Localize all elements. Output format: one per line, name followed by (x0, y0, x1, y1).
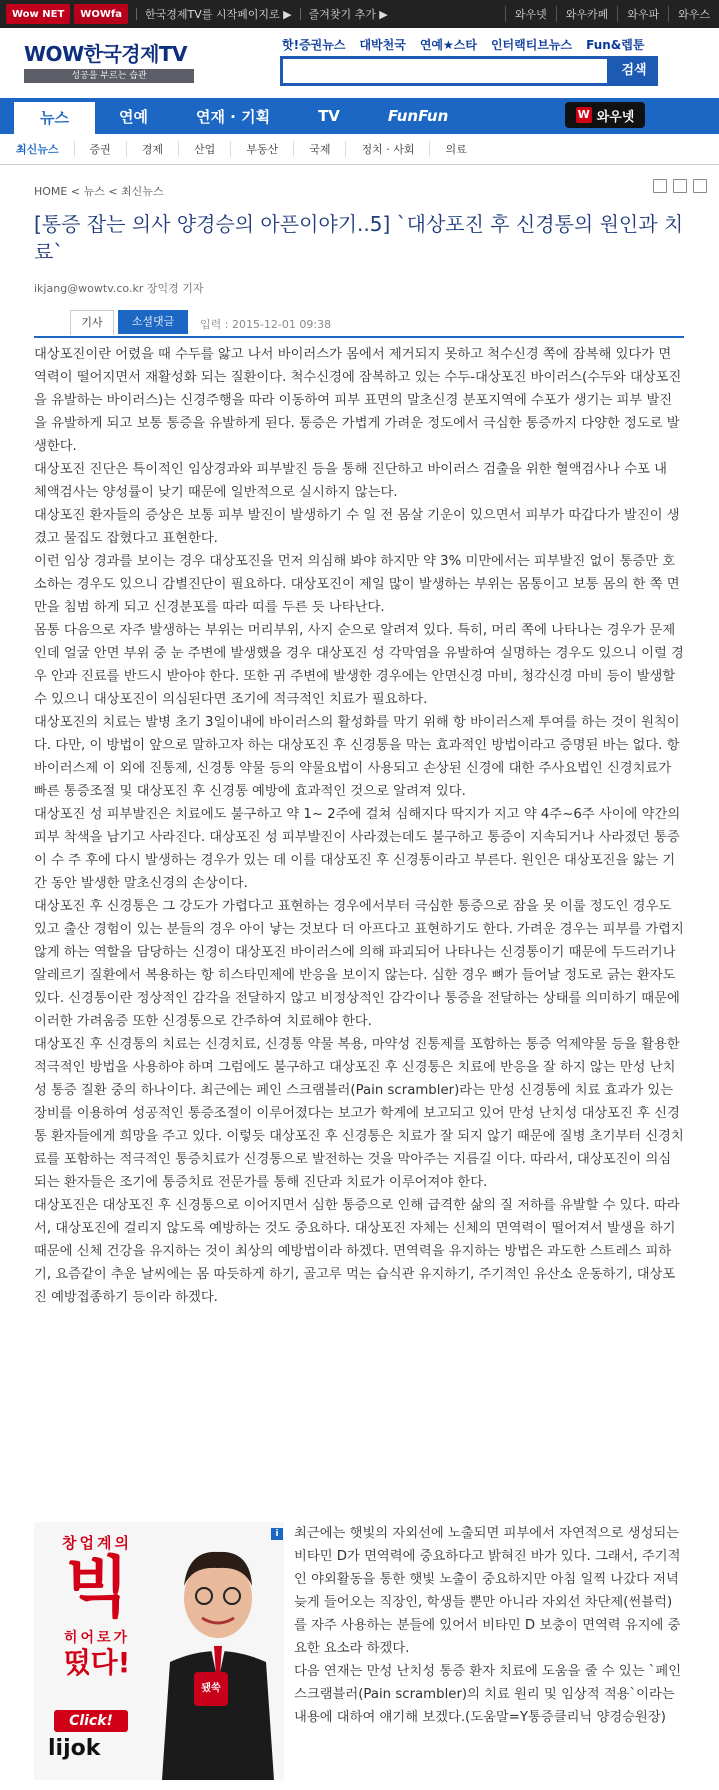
quick-link[interactable]: Fun&렙툰 (586, 38, 645, 52)
family-site-link[interactable]: 와우넷 (505, 6, 556, 22)
ad-line: 히어로가 (63, 1630, 131, 1646)
subnav-item[interactable]: 의료 (429, 141, 481, 157)
article-paragraph: 대상포진이란 어렸을 때 수두를 앓고 나서 바이러스가 몸에서 제거되지 못하고 척수신경 쪽에 잠복해 있다가 면역력이 떨어지면서 재활성화 되는 질환이다. 척수신경에 잠복하고 있는 수두-대상포진 바이러스(수두와 대상포진을 유발하는 바이러스)는 신경주행을 따라 이동하여 피부 표면의 말초신경 분포지역에 수포가 생기는 피부 발진을 유발하게 되고 보통 통증을 유발하게 된다. 통증은 가볍게 가려운 정도에서 극심한 통증까지 다양한 정도로 발생한다. (34, 347, 682, 454)
divider (300, 8, 301, 20)
ad-person-image (152, 1532, 284, 1780)
quick-link[interactable]: 핫!증권뉴스 (282, 38, 346, 52)
nav-series[interactable]: 연재 · 기획 (195, 107, 271, 126)
main-nav (0, 98, 719, 134)
subnav-item[interactable]: 부동산 (230, 141, 293, 157)
ad-line: 빅 (65, 1549, 129, 1626)
family-site-link[interactable]: 와우스 (668, 6, 719, 22)
breadcrumb[interactable]: HOME < 뉴스 < 최신뉴스 (34, 185, 164, 198)
wowfa-logo[interactable]: WOWfa (74, 4, 128, 24)
subnav-item[interactable]: 경제 (126, 141, 178, 157)
article-paragraph: 이런 임상 경과를 보이는 경우 대상포진을 먼저 의심해 봐야 하지만 약 3% 미만에서는 피부발진 없이 통증만 호소하는 경우도 있으니 감별진단이 필요하다. 대상포진이 제일 많이 발생하는 부위는 몸통이고 보통 몸의 한 쪽 면만을 침범 하게 되고 신경분포를 따라 띠를 두른 듯 나타난다. (34, 554, 680, 615)
wownet-logo[interactable]: Wow NET (6, 4, 70, 24)
publish-date: 입력 : 2015-12-01 09:38 (200, 318, 332, 331)
ad-badge: 됐쑥 (194, 1672, 228, 1706)
article-paragraph: 대상포진 진단은 특이적인 임상경과와 피부발진 등을 통해 진단하고 바이러스 검출을 위한 혈액검사나 수포 내 체액검사는 양성률이 낮기 때문에 일반적으로 실시하지 않는다. (34, 462, 667, 500)
family-site-link[interactable]: 와우카페 (556, 6, 618, 22)
article-paragraph: 대상포진 후 신경통은 그 강도가 가렵다고 표현하는 경우에서부터 극심한 통증으로 잠을 못 이룰 정도인 경우도 있고 출산 경험이 있는 분들의 경우 아이 낳는 것보다 더 아프다고 표현하기도 한다. 가려운 경우는 피부를 가렵지 않게 하는 역할을 담당하는 신경이 대상포진 바이러스에 의해 파괴되어 나타나는 신경통이기 때문에 두드러기나 알레르기 질환에서 복용하는 항 히스타민제에 반응을 보이지 않는다. 심한 경우 뼈가 들어날 정도로 긁는 환자도 있다. 신경통이란 정상적인 감각을 전달하지 않고 비정상적인 감각이나 통증을 전달하는 상태를 의미하기 때문에 이러한 가려움증 또한 신경통으로 간주하여 치료해야 한다. (34, 899, 684, 1029)
article-paragraph: 대상포진 환자들의 증상은 보통 피부 발진이 발생하기 수 일 전 몸살 기운이 있으면서 피부가 따갑다가 발진이 생겼고 물집도 잡혔다고 표현한다. (34, 508, 680, 546)
site-logo[interactable] (24, 38, 194, 80)
brand-slogan: 성공을 부르는 습관 (24, 69, 194, 83)
quick-link[interactable]: 인터랙티브뉴스 (490, 38, 573, 52)
tab-article[interactable]: 기사 (70, 310, 114, 335)
search-button[interactable]: 검색 (610, 56, 658, 86)
ad-brand-logo: lijok (48, 1736, 101, 1761)
article-paragraph: 대상포진은 대상포진 후 신경통으로 이어지면서 심한 통증으로 인해 급격한 삶의 질 저하를 유발할 수 있다. 따라서, 대상포진에 걸리지 않도록 예방하는 것도 중요하다. 대상포진 자체는 신체의 면역력이 떨어져서 발생을 하기 때문에 신체 건강을 유지하는 것이 최상의 예방법이라 하겠다. 면역력을 유지하는 방법은 과도한 스트레스 피하기, 요즘같이 추운 날씨에는 몸 따듯하게 하기, 골고루 먹는 습식관 유지하기, 주기적인 유산소 운동하기, 대상포진 예방접종하기 등이라 하겠다. (34, 1198, 680, 1305)
sub-nav (0, 134, 719, 165)
subnav-latest[interactable]: 최신뉴스 (16, 143, 59, 156)
print-icon[interactable] (653, 179, 667, 193)
article-continuation (294, 1522, 684, 1729)
search-input[interactable] (280, 56, 610, 86)
set-homepage-link[interactable]: 한국경제TV를 시작페이지로 ▶ (144, 8, 292, 21)
ad-banner[interactable] (34, 1522, 284, 1780)
subnav-item[interactable]: 국제 (293, 141, 345, 157)
email-icon[interactable] (673, 179, 687, 193)
article-body (34, 343, 684, 1309)
article-paragraph: 최근에는 햇빛의 자외선에 노출되면 피부에서 자연적으로 생성되는 비타민 D가 면역력에 중요하다고 밝혀진 바가 있다. 그래서, 주기적인 야외활동을 통한 햇빛 노출이 중요하지만 아침 일찍 나갔다 저녁 늦게 들어오는 직장인, 학생들 뿐만 아니라 자외선 차단제(썬블럭)를 자주 사용하는 분들에 있어서 비타민 D 보충이 면역력 유지에 중요한 요소라 하겠다. (294, 1526, 681, 1656)
ad-info-icon[interactable]: i (271, 1528, 283, 1540)
breadcrumb-bar (0, 165, 719, 205)
article-paragraph: 대상포진의 치료는 발병 초기 3일이내에 바이러스의 활성화를 막기 위해 항 바이러스제 투여를 하는 것이 원칙이다. 다만, 이 방법이 앞으로 말하고자 하는 대상포진 후 신경통을 막는 효과적인 방법이라고 증명된 바는 없다. 항 바이러스제 이 외에 진통제, 신경통 약물 등의 약물요법이 사용되고 손상된 신경에 대한 주사요법인 신경치료가 빠른 통증조절 및 대상포진 후 신경통 예방에 효과적인 것으로 알려져 있다. (34, 715, 680, 799)
article-paragraph: 대상포진 후 신경통의 치료는 신경치료, 신경통 약물 복용, 마약성 진통제를 포함하는 통증 억제약물 등을 활용한 적극적인 방법을 사용하야 하며 그럼에도 불구하고 대상포진 후 신경통은 치료에 반응을 잘 하지 않는 만성 난치성 통증 질환 중의 하나이다. 최근에는 페인 스크램블러(Pain scrambler)라는 만성 신경통에 치료 효과가 있는 장비를 이용하여 성공적인 통증조절이 이루어졌다는 보고가 학계에 보고되고 있어 만성 난치성 대상포진 후 신경통 환자들에게 희망을 주고 있다. 이렇듯 대상포진 후 신경통은 치료가 잘 되지 않기 때문에 질병 초기부터 신경치료를 포함하는 적극적인 통증치료가 신경통으로 발전하는 것을 막아주는 지름길 이다. 따라서, 대상포진이 의심되는 환자들은 조기에 통증치료 전문가를 통해 진단과 치료가 이루어져야 한다. (34, 1037, 684, 1190)
subnav-item[interactable]: 증권 (74, 141, 126, 157)
article-tools (653, 179, 707, 193)
subnav-item[interactable]: 정치 · 사회 (345, 141, 429, 157)
nav-news[interactable]: 뉴스 (14, 98, 95, 134)
ad-line: 창업계의 (62, 1534, 132, 1552)
article-headline: [통증 잡는 의사 양경승의 아픈이야기..5] `대상포진 후 신경통의 원인과 치료` (34, 212, 684, 264)
wownet-label: 와우넷 (596, 109, 635, 125)
article-paragraph: 몸통 다음으로 자주 발생하는 부위는 머리부위, 사지 순으로 알려져 있다. 특히, 머리 쪽에 나타나는 경우가 문제 인데 얼굴 안면 부위 중 눈 주변에 발생했을 경우 대상포진 성 각막염을 유발하여 실명하는 경우도 있으니 이럴 경우 안과 진료를 반드시 받아야 한다. 또한 귀 주변에 발생한 경우에는 안면신경 마비, 청각신경 마비 등이 발생할 수 있으니 대상포진이 의심된다면 조기에 적극적인 치료가 필요하다. (34, 623, 684, 707)
wownet-icon: W (577, 108, 590, 121)
article-paragraph: 대상포진 성 피부발진은 치료에도 불구하고 약 1~ 2주에 걸쳐 심해지다 딱지가 지고 약 4주~6주 사이에 약간의 피부 착색을 남기고 사라진다. 대상포진 성 피부발진이 사라졌는데도 불구하고 통증이 지속되거나 사라졌던 통증이 수 주 후에 다시 발생하는 경우가 있는 데 이를 대상포진 후 신경통이라고 부른다. 원인은 대상포진을 앓는 기간 동안 발생한 말초신경의 손상이다. (34, 807, 681, 891)
divider (136, 8, 137, 20)
wownet-button[interactable] (565, 102, 645, 128)
tab-social-comments[interactable]: 소셜댓글 (118, 310, 188, 334)
quick-link[interactable]: 대박천국 (359, 38, 406, 52)
nav-funfun[interactable]: FunFun (387, 107, 449, 125)
subnav-item[interactable]: 산업 (178, 141, 230, 157)
article-byline: ikjang@wowtv.co.kr 장익경 기자 (34, 282, 204, 295)
ad-click-button[interactable]: Click! (54, 1710, 128, 1732)
family-site-link[interactable]: 와우파 (617, 6, 668, 22)
brand-title: WOW한국경제TV (24, 42, 188, 66)
ad-line: 떴다! (63, 1646, 131, 1679)
family-sites (505, 6, 719, 22)
site-header (0, 28, 719, 98)
nav-entertainment[interactable]: 연예 (118, 107, 148, 126)
quick-links (282, 36, 644, 53)
article-paragraph: 다음 연재는 만성 난치성 통증 환자 치료에 도움을 줄 수 있는 `페인스크램블러(Pain scrambler)의 치료 원리 및 임상적 적용`이라는 내용에 대하여 얘기해 보겠다.(도움말=Y통증클리닉 양경승원장) (294, 1664, 682, 1725)
top-bar (0, 0, 719, 28)
ad-copy (42, 1532, 152, 1679)
font-size-icon[interactable] (693, 179, 707, 193)
quick-link[interactable]: 연예★스타 (419, 38, 477, 52)
nav-tv[interactable]: TV (318, 107, 340, 125)
bookmark-link[interactable]: 즐겨찾기 추가 ▶ (308, 8, 388, 21)
article-tabs (34, 310, 684, 338)
